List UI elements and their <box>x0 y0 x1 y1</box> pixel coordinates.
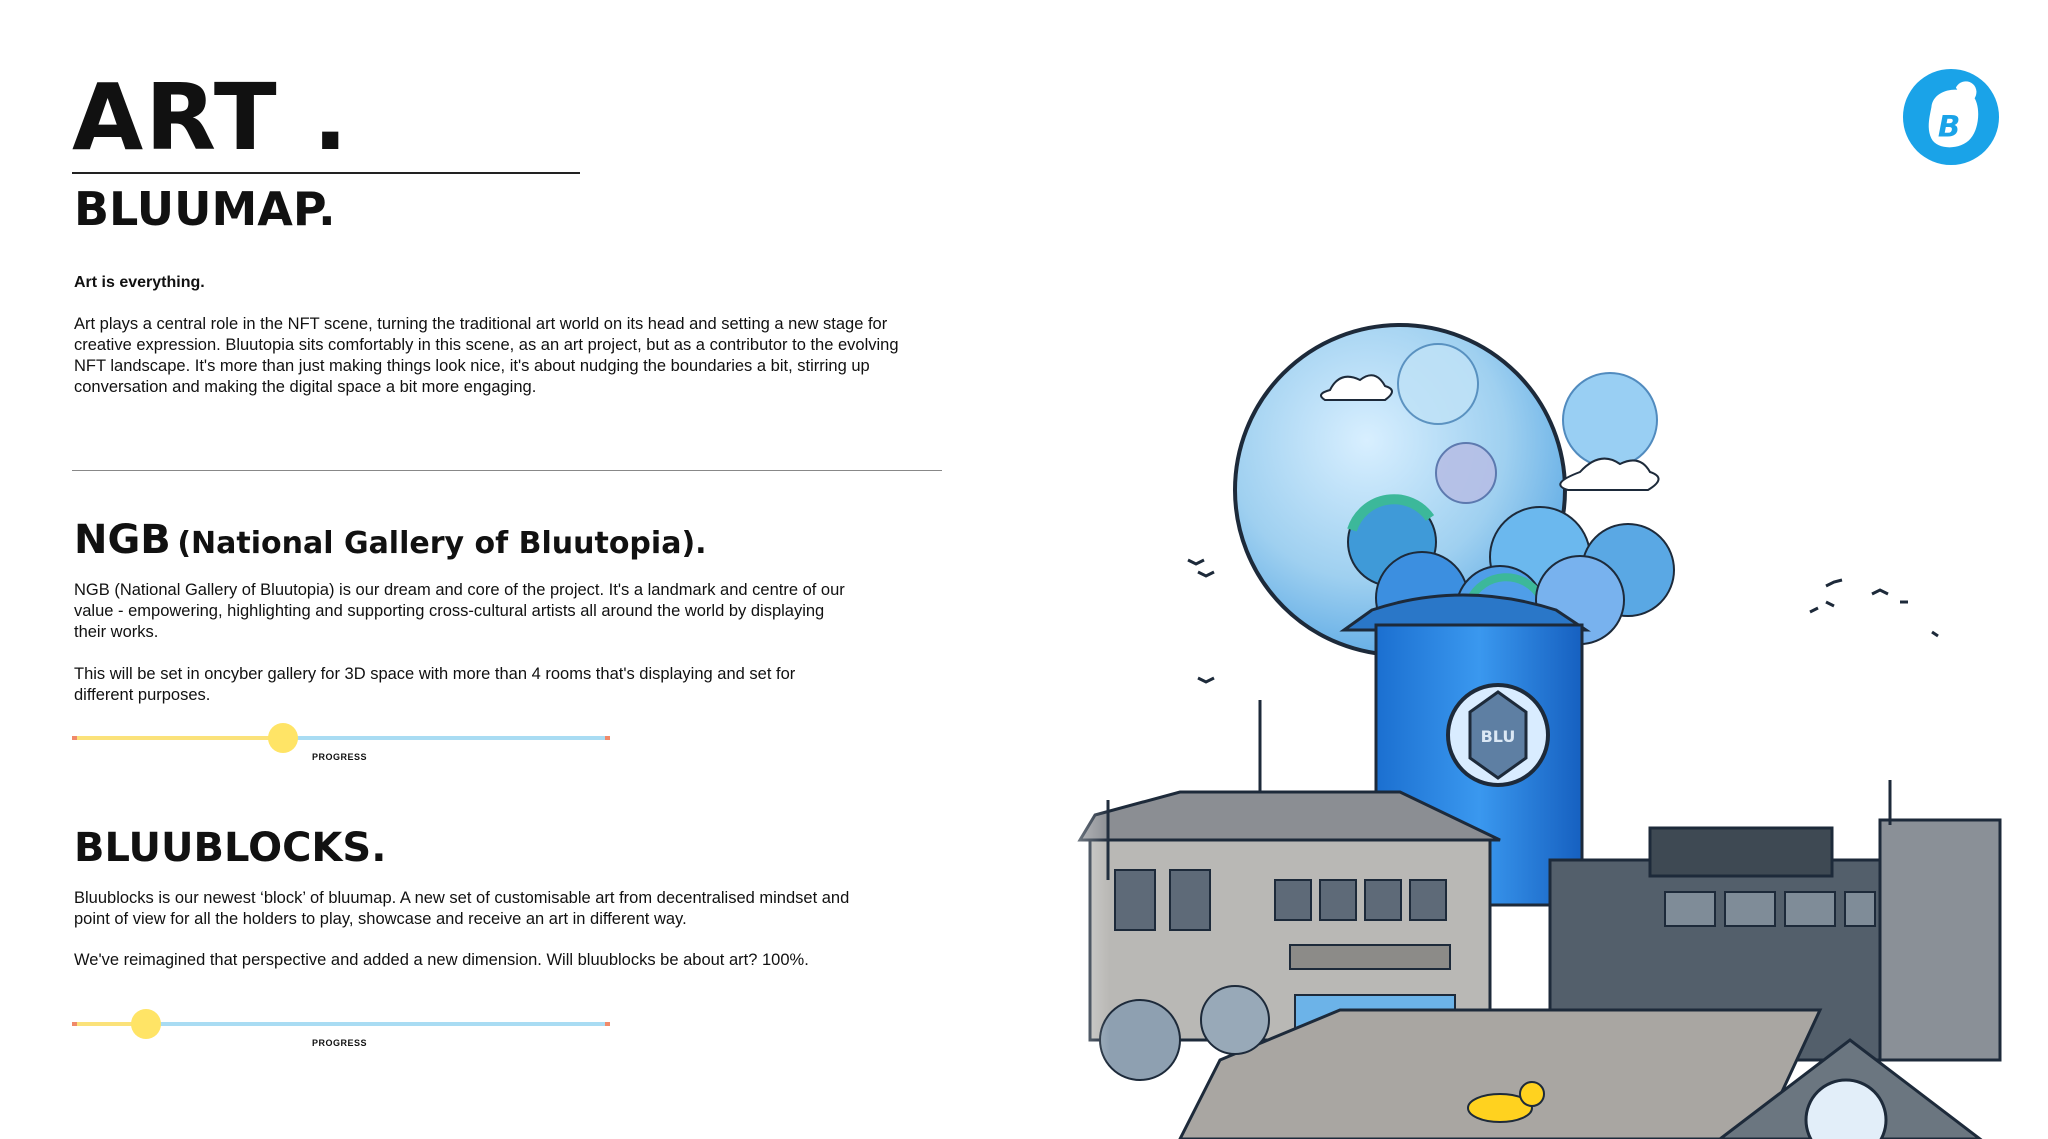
bluublocks-heading: BLUUBLOCKS. <box>74 825 387 871</box>
bluublocks-paragraph-2: We've reimagined that perspective and added a new dimension. Will bluublocks be about art? 100%. <box>74 951 809 969</box>
svg-text:B: B <box>1937 109 1961 144</box>
ngb-paragraph-2: This will be set in oncyber gallery for 3D space with more than 4 rooms that's displaying and set for different purposes. <box>74 665 796 704</box>
progress-remaining <box>146 1022 605 1026</box>
section-title-bluumap: BLUUMAP. <box>74 182 336 236</box>
ngb-paragraph-1: NGB (National Gallery of Bluutopia) is our dream and core of the project. It's a landmark and centre of our value - empowering, highlighting and supporting cross-cultural artists all around the world by displaying their works. <box>74 581 845 641</box>
progress-label: PROGRESS <box>312 752 368 762</box>
progress-endcap-right <box>605 736 610 740</box>
progress-fill <box>77 736 283 740</box>
progress-endcap-right <box>605 1022 610 1026</box>
progress-knob <box>131 1009 161 1039</box>
ngb-progress-bar <box>72 722 610 762</box>
gumball-tower-illustration <box>1020 280 2048 1139</box>
bluublocks-progress-bar <box>72 1008 610 1048</box>
section-divider <box>72 470 942 471</box>
ngb-heading-sub: (National Gallery of Bluutopia). <box>177 526 707 561</box>
intro-paragraph: Art plays a central role in the NFT scene, turning the traditional art world on its head and setting a new stage for creative expression. Bluutopia sits comfortably in this scene, as an art project, but as a contributor to the evolving NFT landscape. It's more than just making things look nice, it's about nudging the boundaries a bit, stirring up conversation and making the digital space a bit more engaging. <box>74 315 899 396</box>
ngb-heading-main: NGB <box>74 517 171 563</box>
progress-knob <box>268 723 298 753</box>
bluutopia-logo-icon <box>1902 68 2000 166</box>
page-title: ART . <box>72 64 350 171</box>
svg-text:BLU: BLU <box>1480 727 1516 746</box>
title-divider <box>72 172 580 174</box>
bluublocks-paragraph-1: Bluublocks is our newest ‘block’ of bluumap. A new set of customisable art from decentralised mindset and point of view for all the holders to play, showcase and receive an art in different way. <box>74 889 850 928</box>
intro-lead: Art is everything. <box>74 274 205 291</box>
progress-label: PROGRESS <box>312 1038 368 1048</box>
progress-remaining <box>283 736 605 740</box>
ngb-heading <box>74 517 707 563</box>
